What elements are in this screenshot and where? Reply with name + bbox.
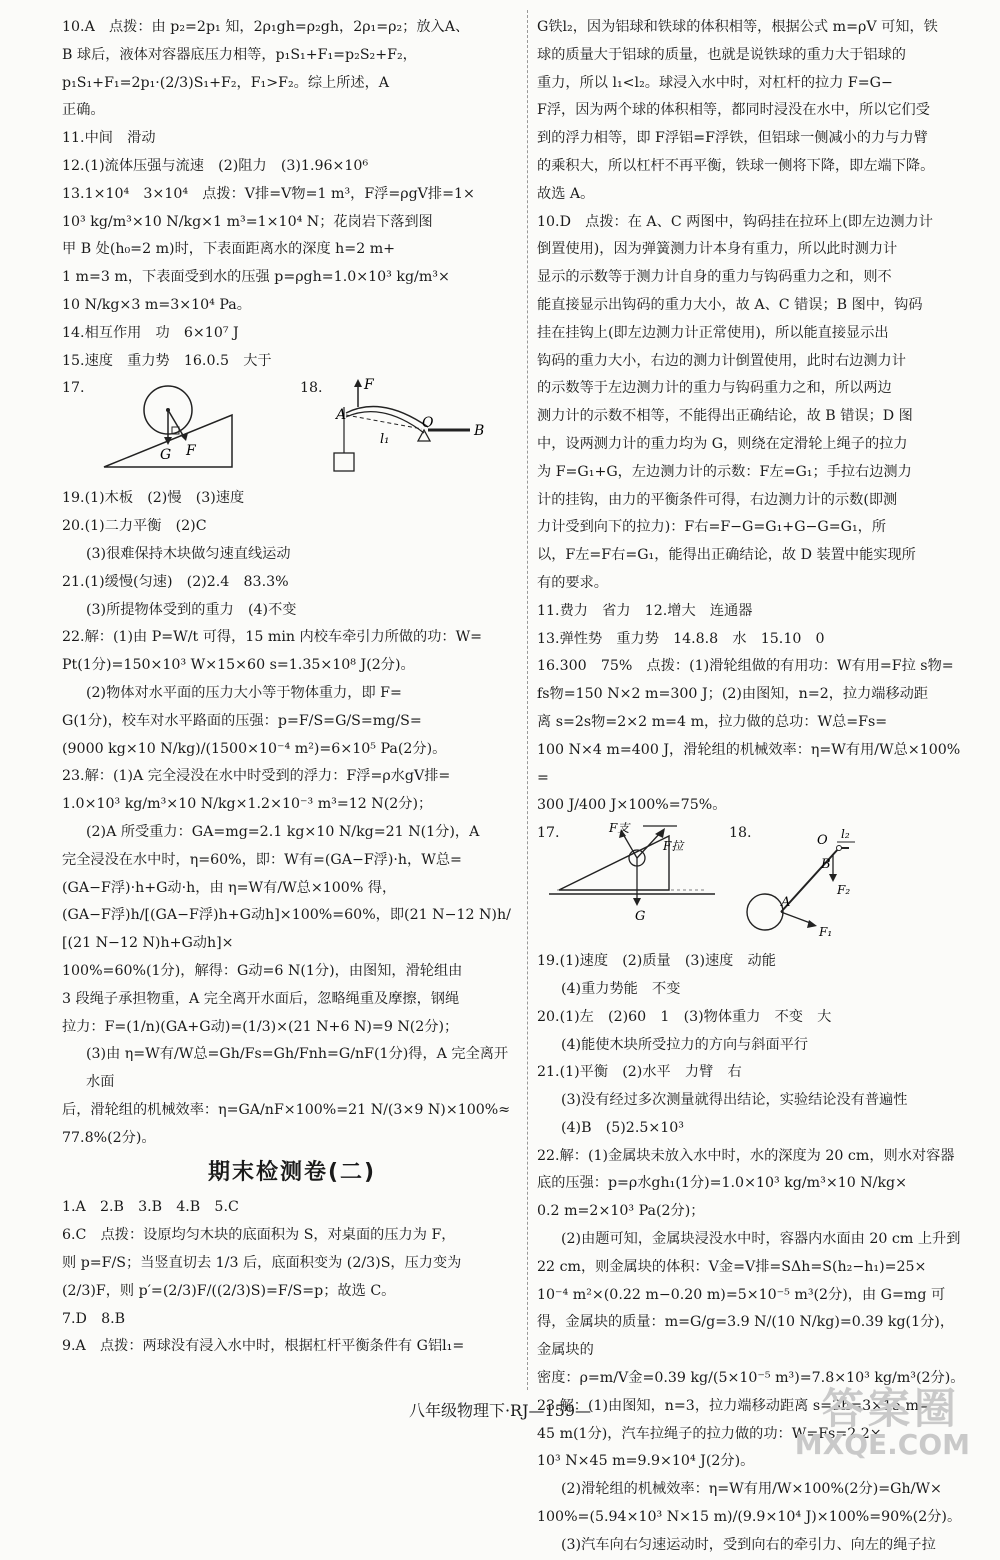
right-fig17-label: 17. [537, 825, 560, 842]
answer-line: 球的质量大于铝球的质量，也就是说铁球的重力大于铝球的 [537, 46, 906, 63]
answer-line: 0.2 m=2×10³ Pa(2分)； [537, 1203, 705, 1220]
answer-line: 7.D 8.B [62, 1310, 126, 1327]
fig17-18-diagram [62, 375, 522, 485]
answer-line: 3 段绳子承担物重，A 完全离开水面后，忽略绳重及摩擦，钢绳 [62, 990, 460, 1007]
answer-line: 密度：ρ=m/V金=0.39 kg/(5×10⁻⁵ m³)=7.8×10³ kg/m³(2分)。 [537, 1370, 965, 1387]
right-fig18-F2-label: F₂ [837, 883, 851, 898]
answer-line: (3)由 η=W有/W总=Gh/Fs=Gh/Fnh=G/nF(1分)得，A 完全离开水面 [86, 1046, 509, 1091]
answer-line: 10⁻⁴ m²×(0.22 m−0.20 m)=5×10⁻⁵ m³(2分)，由 G=mg 可 [537, 1286, 946, 1303]
answer-line: 14.相互作用 功 6×10⁷ J [62, 324, 239, 341]
left-figures-17-18 [62, 375, 522, 485]
answer-line: 甲 B 处(h₀=2 m)时，下表面距离水的深度 h=2 m+ [62, 241, 396, 258]
right-fig18-F1-label: F₁ [819, 925, 833, 940]
answer-line: 19.(1)速度 (2)质量 (3)速度 动能 [537, 953, 776, 970]
answer-line: 300 J/400 J×100%=75%。 [537, 797, 727, 814]
answer-line: 测力计的示数不相等，不能得出正确结论，故 B 错误；D 图 [537, 408, 913, 425]
answer-line: (GA−F浮)·h+G动·h，由 η=W有/W总×100% 得， [62, 879, 397, 896]
answer-line: 100%=(5.94×10³ N×15 m)/(9.9×10⁴ J)×100%=90%(2分)。 [537, 1509, 962, 1526]
answer-line: (GA−F浮)h/[(GA−F浮)h+G动h]×100%=60%，即(21 N−12 N)h/[(21 N−12 N)h+G动h]× [62, 907, 511, 952]
answer-line: 1 m=3 m，下表面受到水的压强 p=ρgh=1.0×10³ kg/m³× [62, 269, 450, 286]
answer-line: 13.弹性势 重力势 14.8.8 水 15.10 0 [537, 630, 825, 647]
column-divider [527, 10, 529, 1390]
answer-line: (3)没有经过多次测量就得出结论，实验结论没有普遍性 [561, 1092, 908, 1109]
answer-line: 21.(1)缓慢(匀速) (2)2.4 83.3% [62, 573, 289, 590]
answer-line: 的乘积大，所以杠杆不再平衡，铁球一侧将下降，即左端下降。 [537, 157, 935, 174]
answer-line: 19.(1)木板 (2)慢 (3)速度 [62, 490, 245, 507]
answer-line: Pt(1分)=150×10³ W×15×60 s=1.35×10⁸ J(2分)。 [62, 657, 415, 674]
answer-line: (3)汽车向右匀速运动时，受到向右的牵引力、向左的绳子拉 [561, 1536, 936, 1553]
right-fig18-l2-label: l₂ [841, 827, 850, 842]
answer-line: 10³ kg/m³×10 N/kg×1 m³=1×10⁴ N；花岗岩下落到图 [62, 213, 433, 230]
fig18-F-label: F [364, 377, 374, 394]
watermark-logo: 答案圈 [821, 1384, 960, 1433]
answer-line: 故选 A。 [537, 185, 595, 202]
answer-line: 20.(1)二力平衡 (2)C [62, 518, 207, 535]
answer-line: 20.(1)左 (2)60 1 (3)物体重力 不变 大 [537, 1008, 832, 1025]
answer-line: 拉力：F=(1/n)(GA+G动)=(1/3)×(21 N+6 N)=9 N(2分)； [62, 1018, 459, 1035]
answer-line: 11.中间 滑动 [62, 130, 156, 147]
answer-line: (2)A 所受重力：GA=mg=2.1 kg×10 N/kg=21 N(1分)，A [86, 823, 480, 840]
right-answers-part1 [537, 14, 967, 820]
section-title: 期末检测卷(二) [207, 1160, 377, 1186]
answer-line: 100 N×4 m=400 J，滑轮组的机械效率：η=W有用/W总×100%= [537, 741, 961, 786]
fig17-F-label: F [186, 443, 196, 460]
answer-line: G(1分)，校车对水平路面的压强：p=F/S=G/S=mg/S= [62, 712, 422, 729]
left-column [62, 14, 522, 1361]
answer-line: 则 p=F/S；当竖直切去 1/3 后，底面积变为 (2/3)S，压力变为 [62, 1255, 462, 1272]
answer-line: (3)很难保持木块做匀速直线运动 [86, 545, 291, 562]
left-answers-part1 [62, 14, 522, 375]
answer-line: (2/3)F，则 p′=(2/3)F/((2/3)S)=F/S=p；故选 C。 [62, 1282, 396, 1299]
fig18-O-label: O [422, 415, 434, 432]
answer-line: 能直接显示出钩码的重力大小，故 A、C 错误；B 图中，钩码 [537, 296, 923, 313]
right-fig17-18-diagram [537, 820, 967, 948]
answer-line: fs物=150 N×2 m=300 J；(2)由图知，n=2，拉力端移动距 [537, 686, 929, 703]
answer-line: 力计受到向下的拉力)：F右=F−G=G₁+G−G=G₁，所 [537, 519, 887, 536]
right-fig18-label: 18. [729, 825, 752, 842]
fig17-label: 17. [62, 380, 85, 397]
answer-line: 有的要求。 [537, 574, 608, 591]
right-fig17-G-label: G [635, 909, 646, 925]
answer-line: 挂在挂钩上(即左边测力计正常使用)，所以能直接显示出 [537, 324, 889, 341]
fig18-l1-label: l₁ [380, 432, 390, 448]
right-fig18-A-label: A [781, 895, 791, 911]
answer-line: 重力，所以 l₁<l₂。球浸入水中时，对杠杆的拉力 F=G− [537, 74, 893, 91]
answer-line: (4)重力势能 不变 [561, 980, 681, 997]
answer-line: 13.1×10⁴ 3×10⁴ 点拨：V排=V物=1 m³，F浮=ρgV排=1× [62, 185, 475, 202]
answer-line: (9000 kg×10 N/kg)/(1500×10⁻⁴ m²)=6×10⁵ Pa(2分)。 [62, 740, 447, 757]
answer-line: (2)物体对水平面的压力大小等于物体重力，即 F= [86, 684, 402, 701]
answer-line: 到的浮力相等，即 F浮铝=F浮铁，但铝球一侧减小的力与力臂 [537, 130, 928, 147]
left-answers-part3 [62, 1194, 522, 1361]
answer-line: 9.A 点拨：两球没有浸入水中时，根据杠杆平衡条件有 G铝l₁= [62, 1338, 465, 1355]
answer-line: 底的压强：p=ρ水gh₁(1分)=1.0×10³ kg/m³×10 N/kg× [537, 1175, 908, 1192]
answer-line: 以，F左=F右=G₁，能得出正确结论，故 D 装置中能实现所 [537, 547, 916, 564]
watermark-url: MXQE.COM [794, 1428, 970, 1461]
answer-line: p₁S₁+F₁=2p₁·(2/3)S₁+F₂，F₁>F₂。综上所述，A [62, 74, 390, 91]
answer-line: 22.解：(1)金属块未放入水中时，水的深度为 20 cm，则水对容器 [537, 1147, 955, 1164]
answer-line: 中，设两测力计的重力均为 G，则绕在定滑轮上绳子的拉力 [537, 435, 908, 452]
answer-line: 16.300 75% 点拨：(1)滑轮组做的有用功：W有用=F拉 s物= [537, 658, 954, 675]
right-fig17-Fz-label: F支 [609, 821, 630, 836]
answer-line: 45 m(1分)，汽车拉绳子的拉力做的功：W=Fs=2.2× [537, 1425, 882, 1442]
answer-line: 完全浸没在水中时，η=60%，即：W有=(GA−F浮)·h，W总= [62, 851, 462, 868]
answer-line: 10.D 点拨：在 A、C 两图中，钩码挂在拉环上(即左边测力计 [537, 213, 933, 230]
answer-line: 离 s=2s物=2×2 m=4 m，拉力做的总功：W总=Fs= [537, 713, 888, 730]
answer-line: 22.解：(1)由 P=W/t 可得，15 min 内校车牵引力所做的功：W= [62, 629, 483, 646]
right-fig17-Fl-label: F拉 [663, 839, 684, 854]
answer-line: 77.8%(2分)。 [62, 1129, 156, 1146]
answer-line: 钩码的重力大小，右边的测力计倒置使用，此时右边测力计 [537, 352, 906, 369]
answer-line: G铁l₂，因为铝球和铁球的体积相等，根据公式 m=ρV 可知，铁 [537, 19, 938, 35]
answer-line: (4)B (5)2.5×10³ [561, 1119, 684, 1136]
answer-line: 11.费力 省力 12.增大 连通器 [537, 602, 753, 619]
answer-line: 的示数等于左边测力计的重力与钩码重力之和，所以两边 [537, 380, 892, 397]
answer-line: 倒置使用)，因为弹簧测力计本身有重力，所以此时测力计 [537, 241, 898, 258]
answer-line: 15.速度 重力势 16.0.5 大于 [62, 352, 272, 369]
answer-line: 显示的示数等于测力计自身的重力与钩码重力之和，则不 [537, 269, 892, 286]
right-figures-17-18 [537, 820, 967, 948]
answer-line: 6.C 点拨：设原均匀木块的底面积为 S，对桌面的压力为 F， [62, 1227, 456, 1244]
answer-line: 21.(1)平衡 (2)水平 力臂 右 [537, 1064, 742, 1081]
answer-line: F浮，因为两个球的体积相等，都同时浸没在水中，所以它们受 [537, 102, 930, 119]
answer-line: 10.A 点拨：由 p₂=2p₁ 知，2ρ₁gh=ρ₂gh，2ρ₁=ρ₂；放入A、 [62, 19, 470, 35]
answer-line: 1.0×10³ kg/m³×10 N/kg×1.2×10⁻³ m³=12 N(2分)； [62, 796, 433, 813]
fig18-label: 18. [300, 380, 323, 397]
answer-line: (3)所提物体受到的重力 (4)不变 [86, 601, 297, 618]
fig17-G-label: G [160, 447, 172, 464]
answer-line: 10 N/kg×3 m=3×10⁴ Pa。 [62, 296, 251, 313]
answer-line: 23.解：(1)A 完全浸没在水中时受到的浮力：F浮=ρ水gV排= [62, 768, 451, 785]
answer-line: 100%=60%(1分)，解得：G动=6 N(1分)，由图知，滑轮组由 [62, 962, 463, 979]
answer-line: 为 F=G₁+G，左边测力计的示数：F左=G₁；手拉右边测力 [537, 463, 912, 480]
answer-line: 1.A 2.B 3.B 4.B 5.C [62, 1199, 239, 1216]
answer-line: 计的挂钩，由力的平衡条件可得，右边测力计的示数(即测 [537, 491, 898, 508]
page-footer: 八年级物理下·RJ—159— [408, 1401, 592, 1420]
fig18-A-label: A [336, 407, 347, 424]
answer-line: (4)能使木块所受拉力的方向与斜面平行 [561, 1036, 809, 1053]
right-column [537, 14, 967, 1560]
answer-line: (2)由题可知，金属块浸没水中时，容器内水面由 20 cm 上升到 [561, 1231, 961, 1248]
right-fig18-B-label: B [821, 857, 831, 873]
answer-line: 12.(1)流体压强与流速 (2)阻力 (3)1.96×10⁶ [62, 157, 369, 174]
answer-line: 23.解：(1)由图知，n=3，拉力端移动距离 s=3h=3×15 m= [537, 1397, 931, 1414]
left-answers-part2 [62, 485, 522, 1152]
fig18-B-label: B [474, 423, 485, 440]
answer-line: 得，金属块的质量：m=G/g=3.9 N/(10 N/kg)=0.39 kg(1分)，金属块的 [537, 1314, 955, 1359]
right-fig18-O-label: O [817, 833, 828, 849]
answer-line: (2)滑轮组的机械效率：η=W有用/W×100%(2分)=Gh/W× [561, 1481, 942, 1498]
answer-line: 10³ N×45 m=9.9×10⁴ J(2分)。 [537, 1453, 755, 1470]
answer-line: 后，滑轮组的机械效率：η=GA/nF×100%=21 N/(3×9 N)×100%≈ [62, 1101, 511, 1118]
answer-line: B 球后，液体对容器底压力相等，p₁S₁+F₁=p₂S₂+F₂， [62, 46, 417, 63]
right-answers-part2 [537, 948, 967, 1560]
answer-line: 正确。 [62, 102, 105, 119]
answer-line: 22 cm，则金属块的体积：V金=V排=SΔh=S(h₂−h₁)=25× [537, 1258, 927, 1275]
